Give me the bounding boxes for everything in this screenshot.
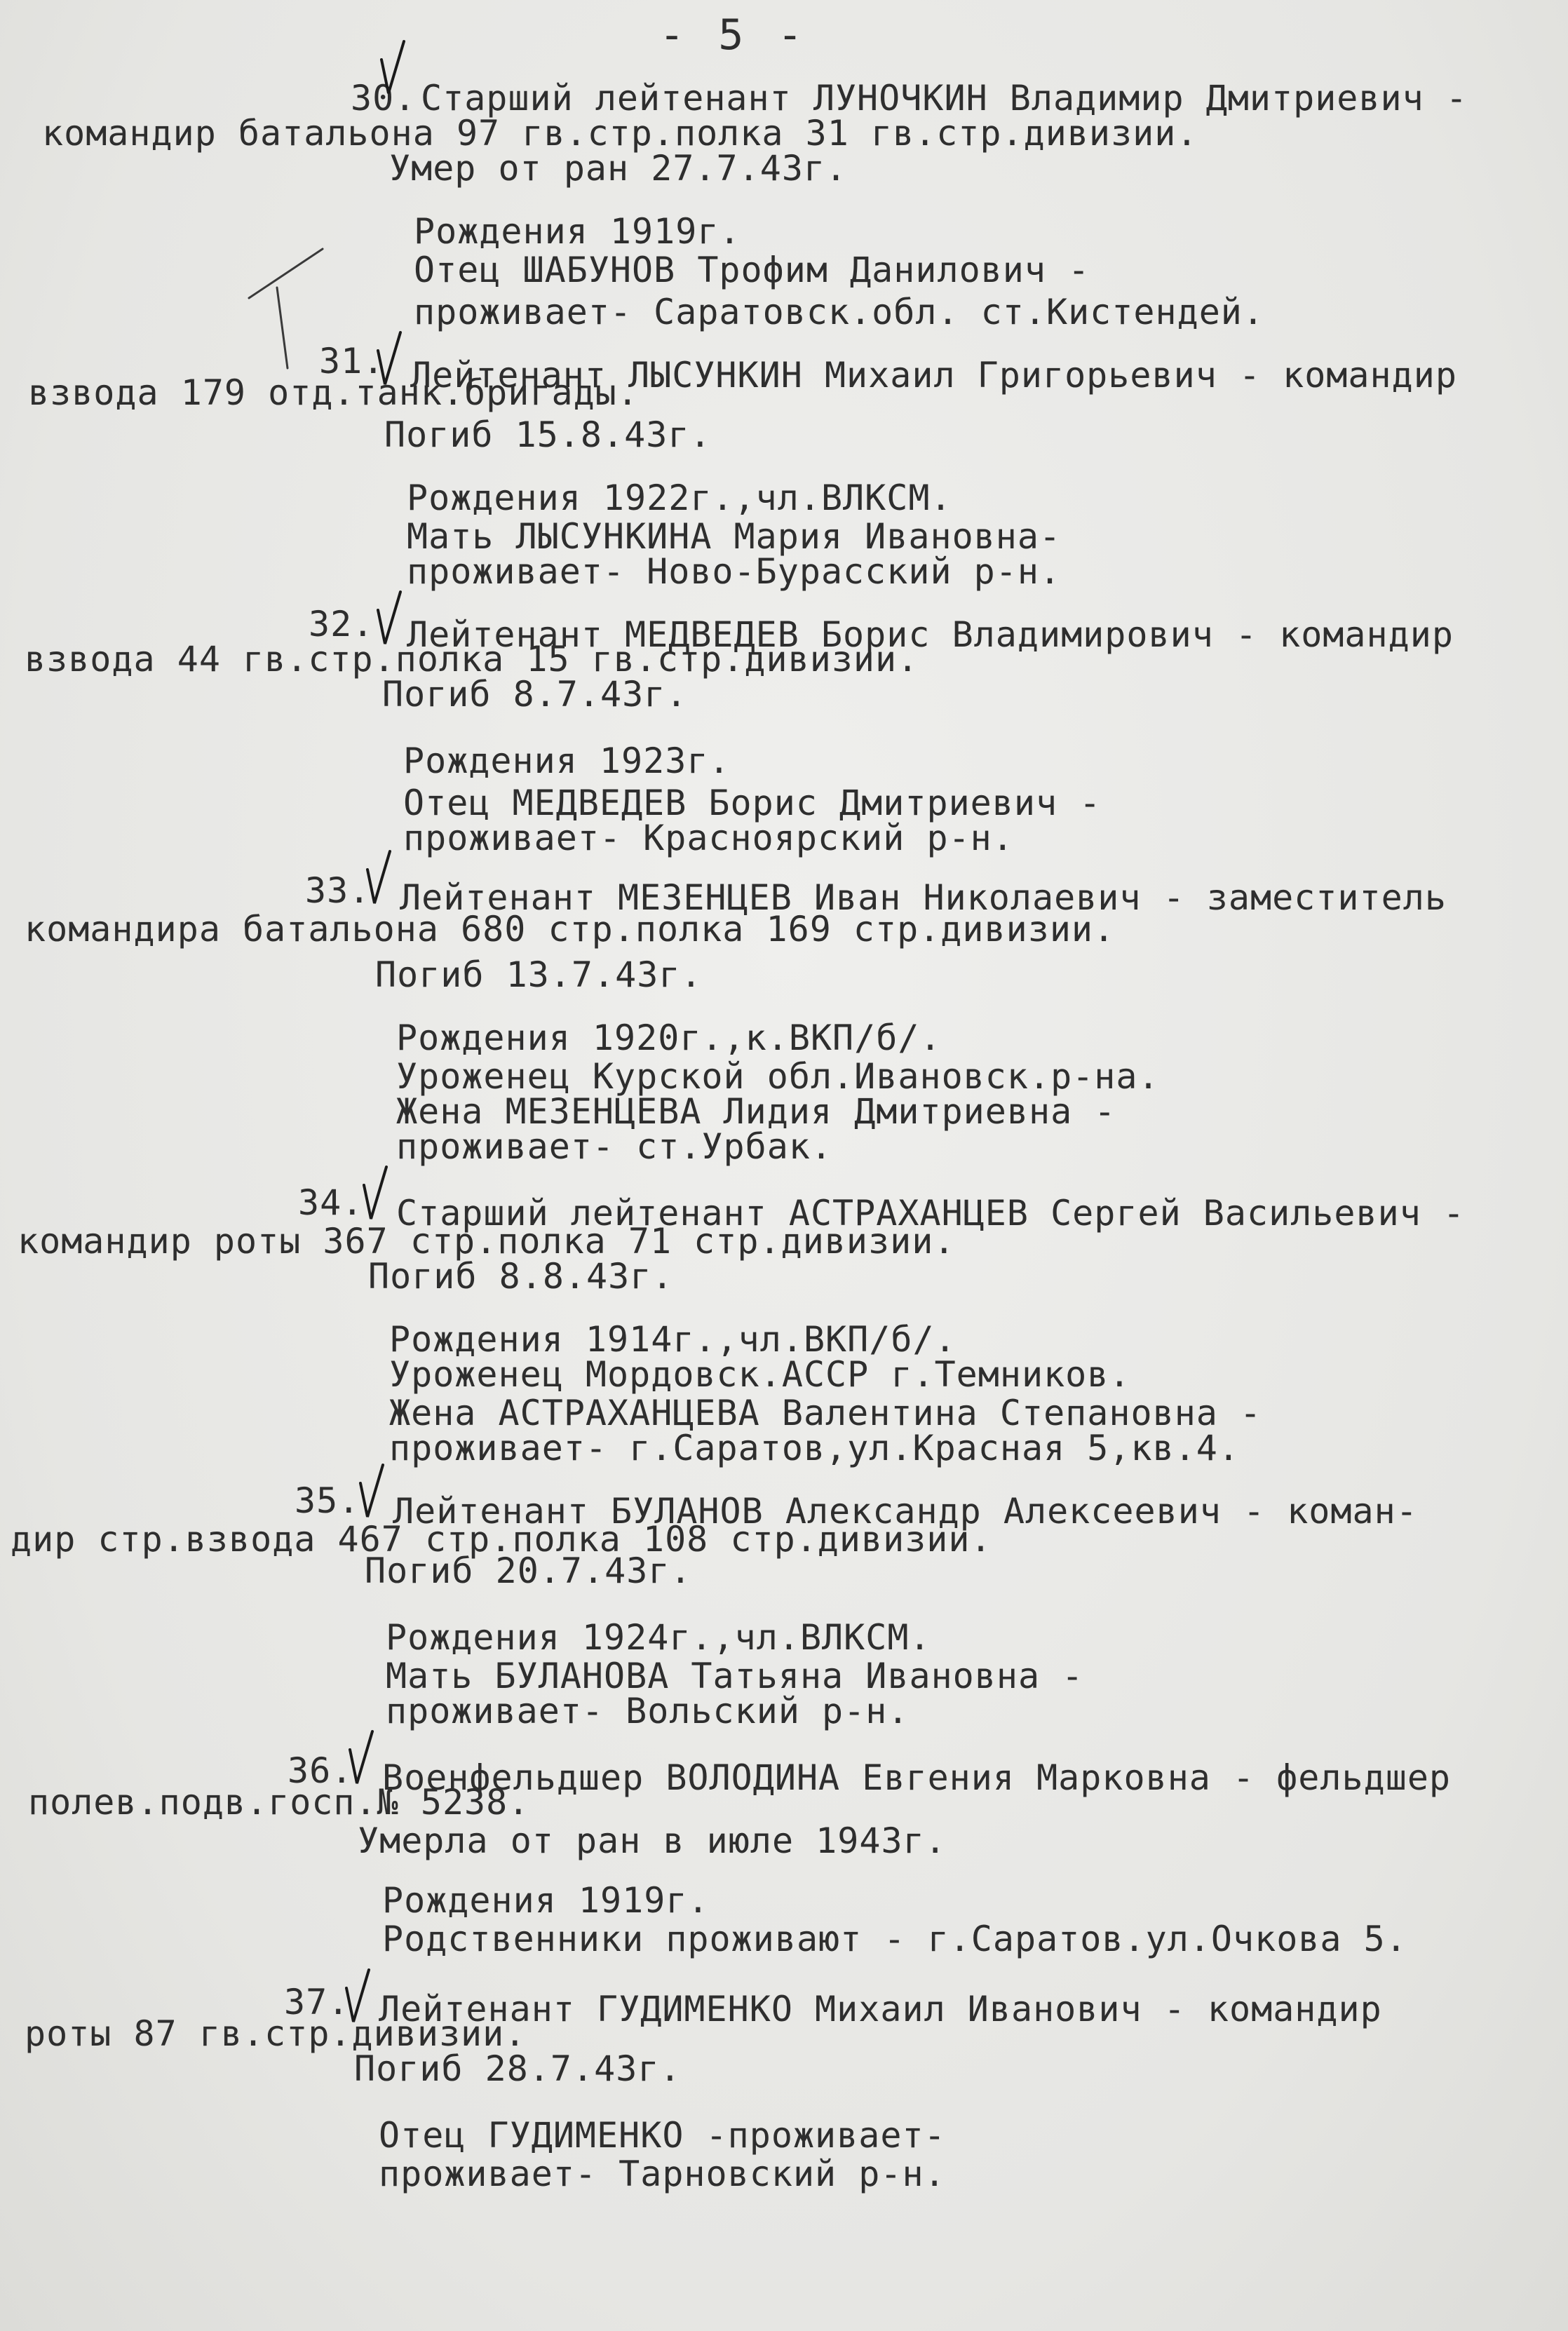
entry-detail: проживает- Вольский р-н. — [386, 1691, 910, 1731]
check-mark-icon — [375, 589, 403, 645]
entry-detail: Жена МЕЗЕНЦЕВА Лидия Дмитриевна - — [396, 1091, 1116, 1132]
entry-detail: Рождения 1919г. — [382, 1880, 710, 1921]
entry-detail: Рождения 1920г.,к.ВКП/б/. — [396, 1018, 942, 1058]
page-number: - 5 - — [659, 11, 807, 60]
check-mark-icon — [347, 1729, 375, 1785]
entry-line: Старший лейтенант АСТРАХАНЦЕВ Сергей Васильевич - — [396, 1193, 1466, 1234]
entry-line: командир роты 367 стр.полка 71 стр.дивизии. — [18, 1221, 956, 1262]
entry-detail: проживает- Тарновский р-н. — [379, 2154, 946, 2194]
entry-line: Погиб 8.8.43г. — [368, 1256, 674, 1297]
entry-number: 34. — [298, 1182, 364, 1223]
entry-detail: Отец ШАБУНОВ Трофим Данилович - — [414, 250, 1090, 290]
entry-line: полев.подв.госп.№ 5238. — [28, 1782, 530, 1823]
entry-number: 36. — [288, 1750, 353, 1791]
entry-number: 32. — [309, 604, 374, 644]
entry-detail: Рождения 1922г.,чл.ВЛКСМ. — [407, 478, 952, 518]
entry-line: Лейтенант МЕДВЕДЕВ Борис Владимирович - командир — [407, 614, 1454, 655]
entry-number: 37. — [284, 1982, 350, 2022]
entry-detail: проживает- Краснoярский р-н. — [403, 818, 1014, 858]
entry-detail: Родственники проживают - г.Саратов.ул.Очкова 5. — [382, 1919, 1407, 1959]
entry-line: Старший лейтенант ЛУНОЧКИН Владимир Дмитриевич - — [421, 78, 1468, 119]
entry-number: 30. — [351, 78, 417, 119]
entry-line: Погиб 8.7.43г. — [382, 674, 688, 715]
entry-detail: Рождения 1924г.,чл.ВЛКСМ. — [386, 1617, 931, 1658]
entry-line: взвода 179 отд.танк.бригады. — [28, 372, 639, 413]
entry-line: Умерла от ран в июле 1943г. — [358, 1820, 947, 1861]
entry-detail: Отец МЕДВЕДЕВ Борис Дмитриевич - — [403, 783, 1102, 823]
check-mark-icon — [379, 39, 407, 95]
entry-line: Погиб 13.7.43г. — [375, 954, 703, 995]
entry-number: 35. — [295, 1480, 360, 1521]
entry-detail: Мать ЛЫСУНКИНА Мария Ивановна- — [407, 516, 1062, 557]
entry-line: Лейтенант ГУДИМЕНКО Михаил Иванович - командир — [379, 1989, 1382, 2029]
entry-line: командира батальона 680 стр.полка 169 стр.дивизии. — [25, 909, 1116, 950]
entry-line: Военфельдшер ВОЛОДИНА Евгения Марковна - фельдшер — [382, 1757, 1452, 1798]
entry-line: роты 87 гв.стр.дивизии. — [25, 2013, 527, 2054]
entry-line: Умер от ран 27.7.43г. — [389, 148, 848, 189]
check-mark-icon — [361, 1164, 389, 1220]
entry-line: Лейтенант МЕЗЕНЦЕВ Иван Николаевич - заместитель — [400, 877, 1447, 918]
entry-line: Лейтенант БУЛАНОВ Александр Алексеевич - коман- — [393, 1491, 1418, 1532]
entry-detail: проживает- Ново-Бурасский р-н. — [407, 551, 1062, 592]
entry-detail: Уроженец Курской обл.Ивановск.р-на. — [396, 1056, 1160, 1097]
entry-detail: проживает- Саратовск.обл. ст.Кистендей. — [414, 292, 1264, 332]
entry-detail: Рождения 1919г. — [414, 211, 741, 252]
entry-detail: Мать БУЛАНОВА Татьяна Ивановна - — [386, 1656, 1084, 1696]
entry-number: 33. — [305, 870, 371, 911]
entry-line: Погиб 20.7.43г. — [365, 1550, 692, 1591]
entry-line: взвода 44 гв.стр.полка 15 гв.стр.дивизии. — [25, 639, 919, 680]
check-mark-icon — [365, 849, 393, 905]
entry-detail: Жена АСТРАХАНЦЕВА Валентина Степановна - — [389, 1393, 1262, 1433]
entry-detail: Отец ГУДИМЕНКО -проживает- — [379, 2115, 946, 2156]
entry-line: Лейтенант ЛЫСУНКИН Михаил Григорьевич - командир — [410, 355, 1457, 396]
entry-line: Погиб 28.7.43г. — [354, 2048, 682, 2089]
entry-line: Погиб 15.8.43г. — [384, 414, 712, 455]
entry-line: командир батальона 97 гв.стр.полка 31 гв.стр.дивизии. — [42, 113, 1198, 154]
entry-detail: проживает- г.Саратов,ул.Красная 5,кв.4. — [389, 1428, 1240, 1468]
entry-detail: Уроженец Мордовск.АССР г.Темников. — [389, 1354, 1131, 1395]
entry-number: 31. — [319, 341, 385, 381]
entry-line: дир стр.взвода 467 стр.полка 108 стр.дивизии. — [11, 1519, 992, 1560]
entry-detail: Рождения 1914г.,чл.ВКП/б/. — [389, 1319, 957, 1360]
entry-detail: проживает- ст.Урбак. — [396, 1126, 833, 1167]
entry-detail: Рождения 1923г. — [403, 741, 731, 781]
check-mark-icon — [358, 1462, 386, 1518]
